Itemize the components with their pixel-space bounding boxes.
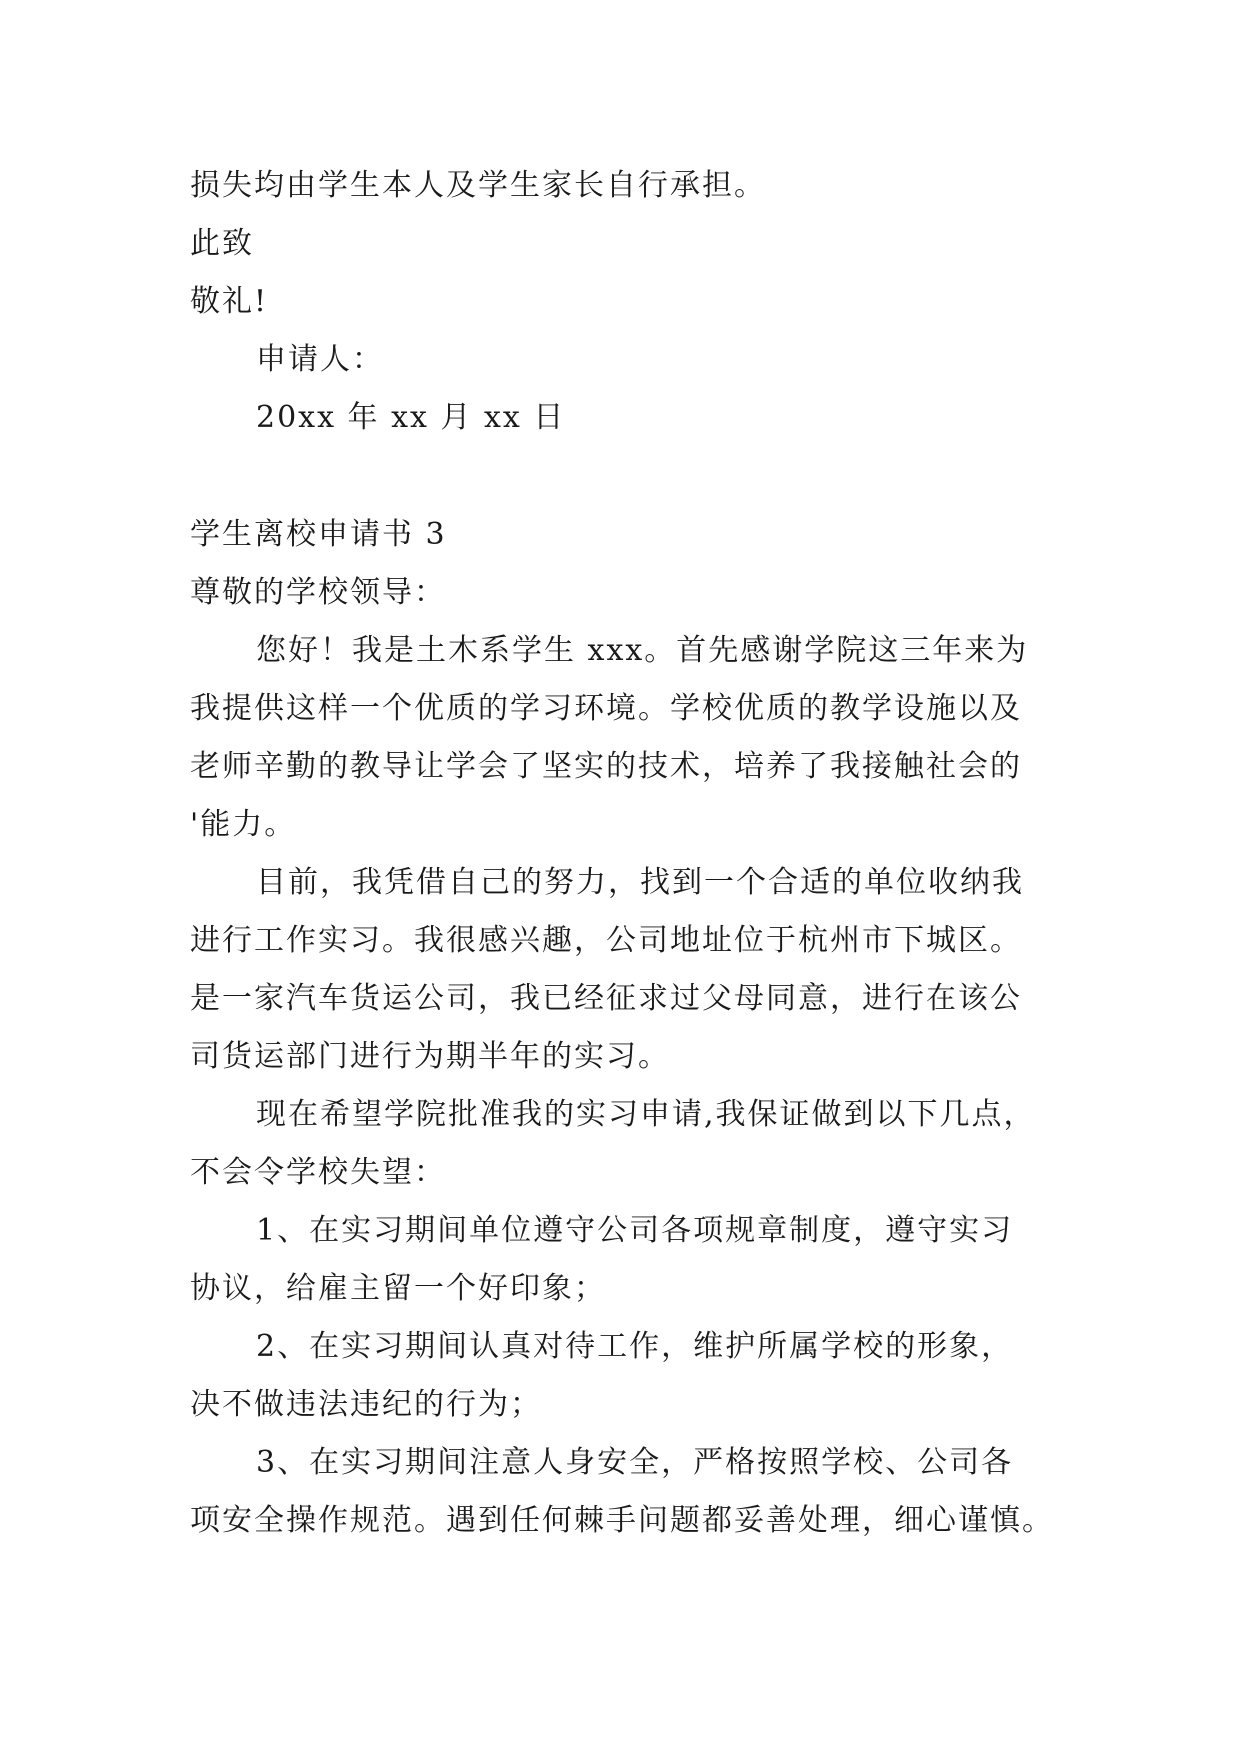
body-line: 老师辛勤的教导让学会了坚实的技术，培养了我接触社会的 bbox=[190, 749, 1022, 784]
list-item-line: 协议，给雇主留一个好印象； bbox=[190, 1271, 606, 1306]
body-line: 进行工作实习。我很感兴趣，公司地址位于杭州市下城区。 bbox=[190, 923, 1022, 958]
list-item-line: 2、在实习期间认真对待工作，维护所属学校的形象， bbox=[256, 1329, 1014, 1364]
body-line: 不会令学校失望： bbox=[190, 1155, 446, 1190]
body-line: 现在希望学院批准我的实习申请,我保证做到以下几点， bbox=[256, 1097, 1036, 1132]
closing-line: 损失均由学生本人及学生家长自行承担。 bbox=[190, 168, 766, 203]
salutation-line-1: 此致 bbox=[190, 226, 254, 261]
list-item-line: 1、在实习期间单位遵守公司各项规章制度，遵守实习 bbox=[256, 1213, 1014, 1248]
body-line: '能力。 bbox=[190, 807, 297, 842]
list-item-line: 项安全操作规范。遇到任何棘手问题都妥善处理，细心谨慎。 bbox=[190, 1503, 1054, 1538]
letter-greeting: 尊敬的学校领导： bbox=[190, 575, 446, 610]
body-line: 我提供这样一个优质的学习环境。学校优质的教学设施以及 bbox=[190, 691, 1022, 726]
body-line: 目前，我凭借自己的努力，找到一个合适的单位收纳我 bbox=[256, 865, 1024, 900]
letter-title: 学生离校申请书 3 bbox=[190, 517, 447, 552]
list-item-line: 3、在实习期间注意人身安全，严格按照学校、公司各 bbox=[256, 1445, 1014, 1480]
body-line: 司货运部门进行为期半年的实习。 bbox=[190, 1039, 670, 1074]
salutation-line-2: 敬礼! bbox=[190, 284, 269, 319]
list-item-line: 决不做违法违纪的行为； bbox=[190, 1387, 542, 1422]
body-line: 您好！我是土木系学生 xxx。首先感谢学院这三年来为 bbox=[256, 633, 1029, 668]
applicant-label: 申请人： bbox=[256, 342, 384, 377]
body-line: 是一家汽车货运公司，我已经征求过父母同意，进行在该公 bbox=[190, 981, 1022, 1016]
letter-date: 20xx 年 xx 月 xx 日 bbox=[256, 400, 566, 435]
